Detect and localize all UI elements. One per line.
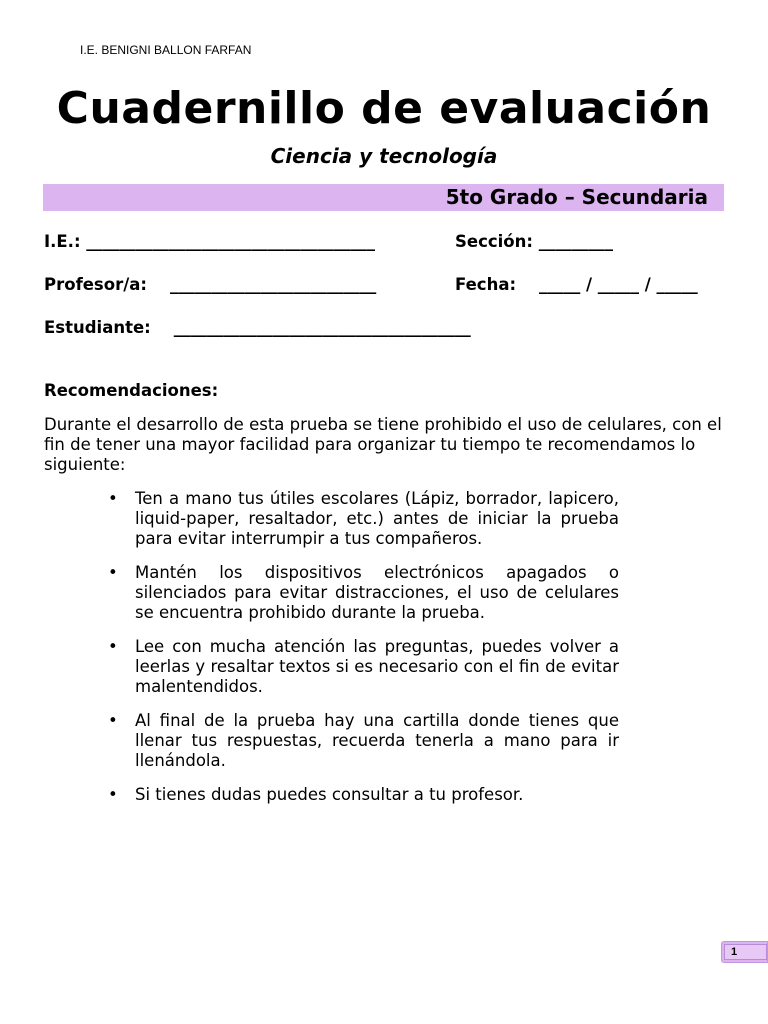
bullet-icon: • (108, 637, 118, 656)
list-item-text: Si tienes dudas puedes consultar a tu profesor. (135, 785, 524, 804)
list-item-text: Lee con mucha atención las preguntas, puedes volver a leerlas y resaltar textos si es necesario con el fin de evitar malentendidos. (135, 637, 619, 696)
list-item (108, 785, 619, 805)
bullet-icon: • (108, 563, 118, 582)
list-item (108, 711, 619, 771)
bullet-icon: • (108, 711, 118, 730)
bullet-icon: • (108, 489, 118, 508)
estudiante-field: Estudiante: ____________________________________ (44, 318, 471, 337)
grade-banner (43, 184, 724, 211)
recommendations-title: Recomendaciones: (44, 381, 219, 400)
list-item-text: Mantén los dispositivos electrónicos apagados o silenciados para evitar distracciones, el uso de celulares se encuentra prohibido durante la prueba. (135, 563, 619, 622)
document-title: Cuadernillo de evaluación (56, 83, 712, 134)
seccion-field: Sección: _________ (455, 232, 613, 251)
page-number: 1 (724, 944, 767, 960)
document-subtitle: Ciencia y tecnología (270, 144, 498, 168)
list-item-text: Al final de la prueba hay una cartilla donde tienes que llenar tus respuestas, recuerda tenerla a mano para ir llenándola. (135, 711, 619, 770)
list-item (108, 563, 619, 623)
grade-label: 5to Grado – Secundaria (445, 185, 708, 209)
bullet-icon: • (108, 785, 118, 804)
ie-field: I.E.: ___________________________________ (44, 232, 376, 251)
list-item (108, 637, 619, 697)
fecha-field: Fecha: _____ / _____ / _____ (455, 275, 698, 294)
list-item-text: Ten a mano tus útiles escolares (Lápiz, borrador, lapicero, liquid-paper, resaltador, etc.) antes de iniciar la prueba para evitar interrumpir a tus compañeros. (135, 489, 619, 548)
page-number-badge (721, 941, 768, 963)
school-header: I.E. BENIGNI BALLON FARFAN (80, 43, 252, 57)
recommendations-list (0, 489, 768, 819)
profesor-field: Profesor/a: _________________________ (44, 275, 377, 294)
recommendations-intro: Durante el desarrollo de esta prueba se tiene prohibido el uso de celulares, con el fin de tener una mayor facilidad para organizar tu tiempo te recomendamos lo siguiente: (44, 415, 722, 474)
list-item (108, 489, 619, 549)
